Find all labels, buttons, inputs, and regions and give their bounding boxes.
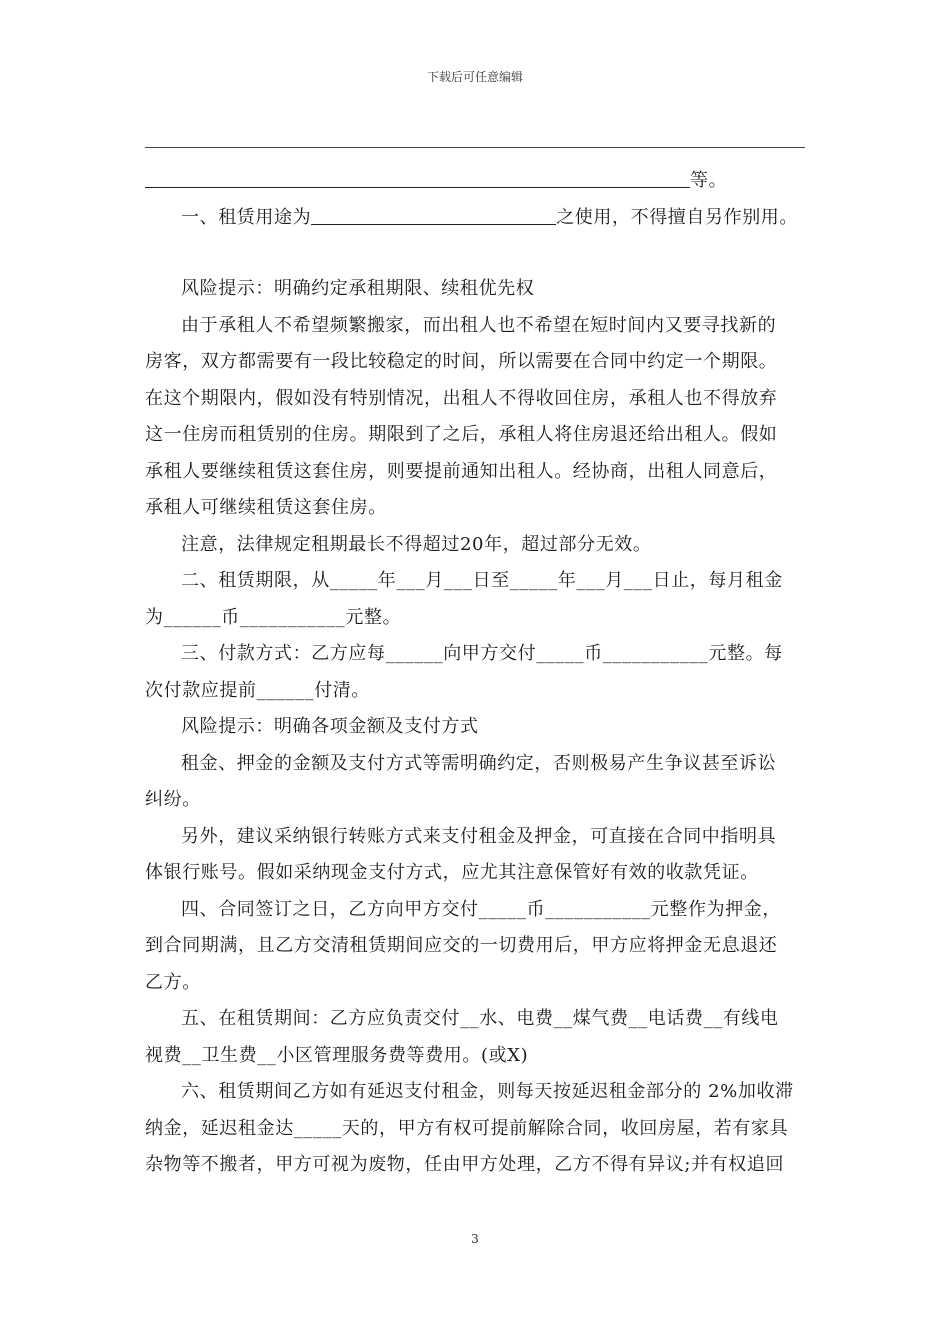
paragraph-line: 承租人要继续租赁这套住房，则要提前通知出租人。经协商，出租人同意后， [145,460,778,482]
text-segment: 等。 [690,170,728,191]
clause-4-deposit-cont: 乙方。 [145,971,201,993]
paragraph-line: 体银行账号。假如采纳现金支付方式，应尤其注意保管好有效的收款凭证。 [145,862,759,883]
paragraph-line: 这一住房而租赁别的住房。期限到了之后，承租人将住房退还给出租人。假如 [145,424,778,445]
paragraph-line: 在这个期限内，假如没有特别情况，出租人不得收回住房，承租人也不得放弃 [145,387,778,409]
page-number: 3 [471,1232,479,1246]
blank-fill-line [311,202,556,225]
clause-5-fees: 五、在租赁期间：乙方应负责交付__水、电费__煤气费__电话费__有线电 [181,1008,779,1029]
blank-fill-line [145,146,805,148]
clause-5-fees-cont: 视费__卫生费__小区管理服务费等费用。(或X) [145,1044,529,1066]
clause-6-late-payment: 六、租赁期间乙方如有延迟支付租金，则每天按延迟租金部分的 2%加收滞 [181,1081,794,1102]
clause-4-deposit: 四、合同签订之日，乙方向甲方交付_____币___________元整作为押金， [181,898,781,920]
page-header-note: 下载后可任意编辑 [426,70,523,84]
paragraph-line: 房客，双方都需要有一段比较稳定的时间，所以需要在合同中约定一个期限。 [145,351,778,372]
paragraph-line: 纠纷。 [145,789,201,810]
text-segment: 之使用，不得擅自另作别用。 [556,206,799,228]
blank-fill-line [145,165,690,188]
paragraph-line: 另外，建议采纳银行转账方式来支付租金及押金，可直接在合同中指明具 [181,825,777,847]
clause-2-term-cont: 为______币___________元整。 [145,606,402,628]
risk-tip-heading: 风险提示：明确约定承租期限、续租优先权 [181,278,535,299]
text-segment: 一、租赁用途为 [181,206,312,228]
risk-tip-heading: 风险提示：明确各项金额及支付方式 [181,716,479,737]
clause-1-usage [145,200,810,237]
clause-4-deposit-cont: 到合同期满，且乙方交清租赁期间应交的一切费用后，甲方应将押金无息退还 [145,935,778,956]
clause-3-payment-cont: 次付款应提前______付清。 [145,679,370,701]
clause-6-late-payment-cont: 杂物等不搬者，甲方可视为废物，任由甲方处理，乙方不得有异议;并有权追回 [145,1154,785,1175]
paragraph-line: 租金、押金的金额及支付方式等需明确约定，否则极易产生争议甚至诉讼 [181,752,777,774]
clause-3-payment: 三、付款方式：乙方应每______向甲方交付_____币___________元整。每 [181,643,783,664]
clause-6-late-payment-cont: 纳金，延迟租金达_____天的，甲方有权可提前解除合同，收回房屋，若有家具 [145,1117,789,1139]
paragraph-line: 承租人可继续租赁这套住房。 [145,497,387,518]
document-body [145,126,810,1184]
note-line: 注意，法律规定租期最长不得超过20年，超过部分无效。 [181,533,652,555]
paragraph-line: 由于承租人不希望频繁搬家，而出租人也不希望在短时间内又要寻找新的 [181,314,777,336]
text-line [145,163,810,200]
clause-2-term: 二、租赁期限，从_____年___月___日至_____年___月___日止，每月租金 [181,570,783,591]
